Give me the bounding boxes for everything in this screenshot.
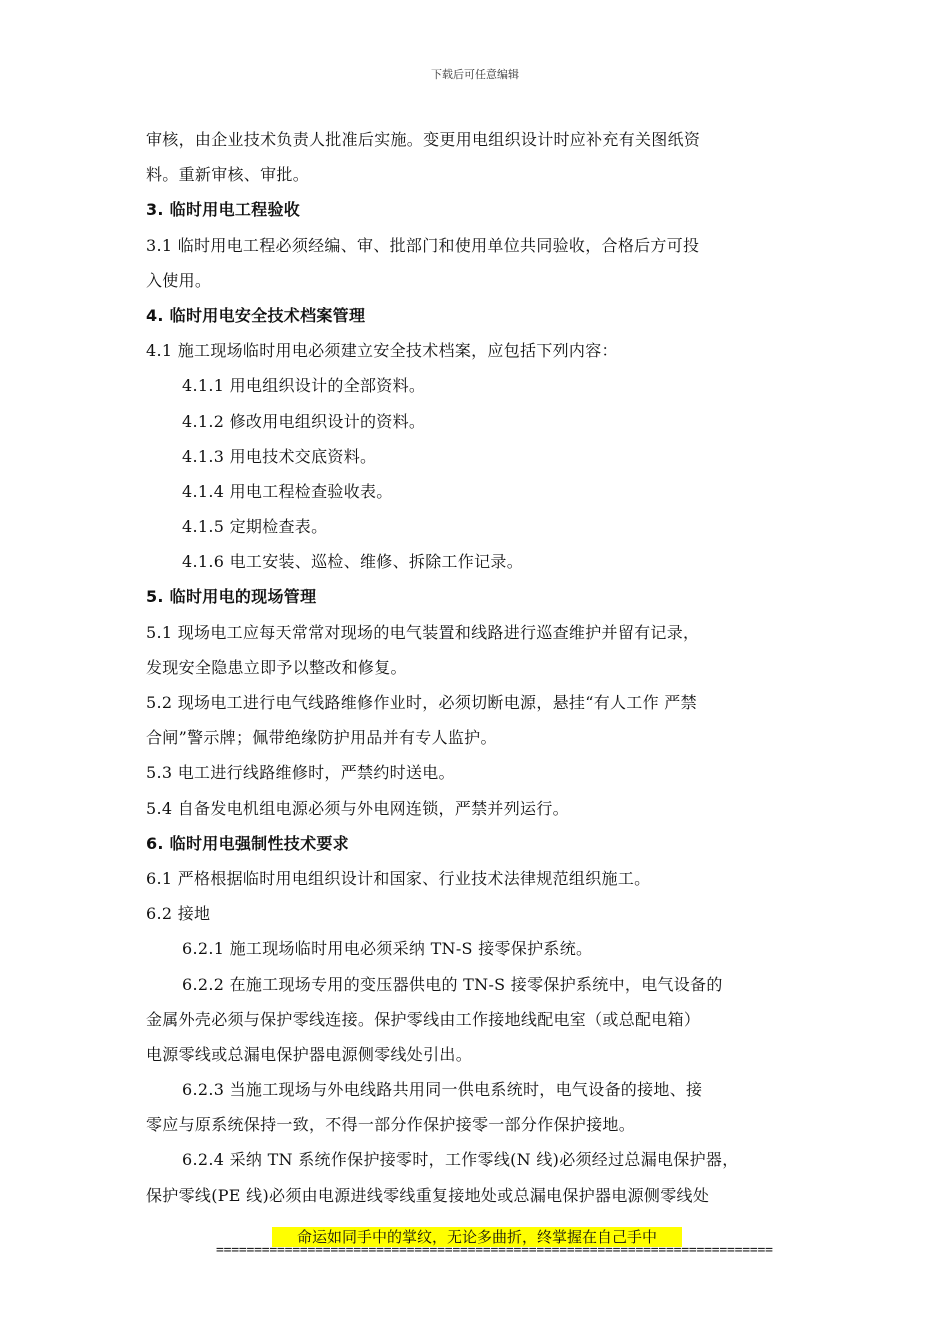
paragraph-line: 金属外壳必须与保护零线连接。保护零线由工作接地线配电室（或总配电箱） <box>146 1009 701 1029</box>
paragraph-line: 零应与原系统保持一致，不得一部分作保护接零一部分作保护接地。 <box>146 1115 636 1135</box>
paragraph-line: 合闸”警示牌；佩带绝缘防护用品并有专人监护。 <box>146 728 497 748</box>
paragraph-line: 5.2 现场电工进行电气线路维修作业时，必须切断电源，悬挂“有人工作 严禁 <box>146 693 697 712</box>
paragraph-line: 保护零线(PE 线)必须由电源进线零线重复接地处或总漏电保护器电源侧零线处 <box>146 1185 710 1205</box>
section-heading: 3. 临时用电工程验收 <box>146 200 301 220</box>
paragraph-line: 5.1 现场电工应每天常常对现场的电气装置和线路进行巡查维护并留有记录， <box>146 622 700 642</box>
paragraph-line: 6.2.1 施工现场临时用电必须采纳 TN-S 接零保护系统。 <box>182 939 593 959</box>
paragraph-line: 4.1.5 定期检查表。 <box>182 517 328 537</box>
section-heading: 6. 临时用电强制性技术要求 <box>146 833 349 853</box>
paragraph-line: 入使用。 <box>146 270 212 290</box>
paragraph-line: 6.2.3 当施工现场与外电线路共用同一供电系统时，电气设备的接地、接 <box>182 1080 703 1100</box>
footer-rule: ========================================================================= <box>216 1243 773 1258</box>
paragraph-line: 6.1 严格根据临时用电组织设计和国家、行业技术法律规范组织施工。 <box>146 868 651 888</box>
section-heading: 5. 临时用电的现场管理 <box>146 587 317 607</box>
paragraph-line: 电源零线或总漏电保护器电源侧零线处引出。 <box>146 1044 473 1064</box>
footer-motto: 命运如同手中的掌纹，无论多曲折，终掌握在自己手中 <box>272 1227 682 1247</box>
paragraph-line: 3.1 临时用电工程必须经编、审、批部门和使用单位共同验收，合格后方可投 <box>146 235 700 255</box>
paragraph-line: 料。重新审核、审批。 <box>146 165 310 185</box>
paragraph-line: 4.1 施工现场临时用电必须建立安全技术档案，应包括下列内容： <box>146 341 618 361</box>
paragraph-line: 4.1.4 用电工程检查验收表。 <box>182 481 393 501</box>
paragraph-line: 6.2.2 在施工现场专用的变压器供电的 TN-S 接零保护系统中，电气设备的 <box>182 974 723 994</box>
paragraph-line: 4.1.1 用电组织设计的全部资料。 <box>182 376 426 396</box>
paragraph-line: 5.3 电工进行线路维修时，严禁约时送电。 <box>146 763 455 783</box>
paragraph-line: 5.4 自备发电机组电源必须与外电网连锁，严禁并列运行。 <box>146 798 569 818</box>
document-body <box>146 122 810 1213</box>
paragraph-line: 审核，由企业技术负责人批准后实施。变更用电组织设计时应补充有关图纸资 <box>146 130 701 149</box>
paragraph-line: 4.1.2 修改用电组织设计的资料。 <box>182 411 426 431</box>
section-heading: 4. 临时用电安全技术档案管理 <box>146 305 366 325</box>
paragraph-line: 6.2 接地 <box>146 904 211 924</box>
paragraph-line: 发现安全隐患立即予以整改和修复。 <box>146 657 407 677</box>
page-header: 下载后可任意编辑 <box>431 68 519 81</box>
paragraph-line: 4.1.3 用电技术交底资料。 <box>182 446 377 466</box>
paragraph-line: 6.2.4 采纳 TN 系统作保护接零时，工作零线(N 线)必须经过总漏电保护器， <box>182 1150 739 1170</box>
paragraph-line: 4.1.6 电工安装、巡检、维修、拆除工作记录。 <box>182 552 523 572</box>
